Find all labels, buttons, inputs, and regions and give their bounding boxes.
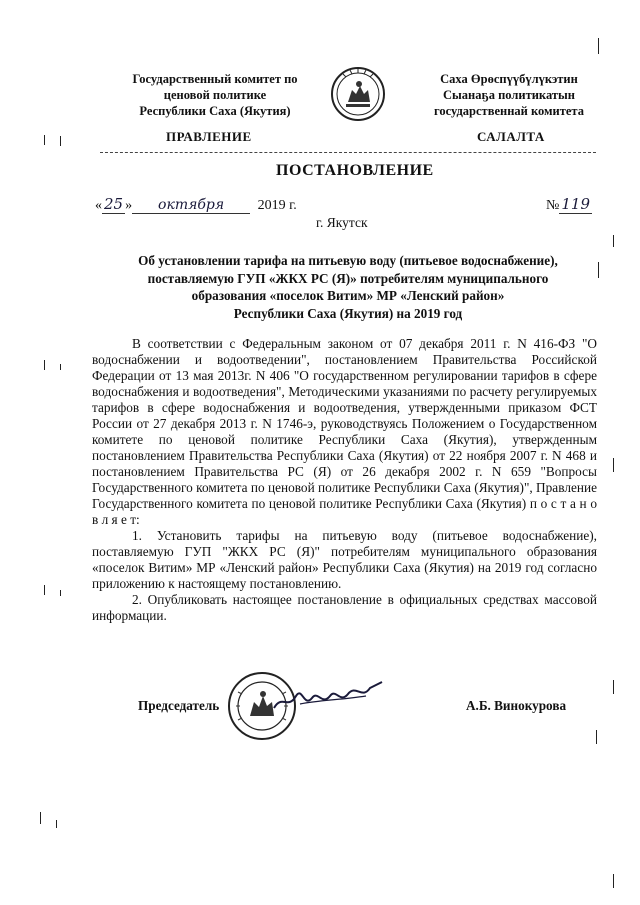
issuer-line-1: Государственный комитет по xyxy=(132,72,298,86)
scan-mark xyxy=(613,874,614,888)
header-divider xyxy=(100,152,596,153)
date-year: 2019 г. xyxy=(257,198,297,213)
subject-line-3: образования «поселок Витим» МР «Ленский район» xyxy=(191,288,505,303)
scan-mark xyxy=(596,730,597,744)
issuer-name-ru xyxy=(110,71,320,119)
number-value: 119 xyxy=(561,195,590,213)
handwritten-signature xyxy=(270,674,390,718)
document-subject xyxy=(100,252,596,322)
scan-mark xyxy=(613,680,614,694)
scan-mark xyxy=(60,364,61,370)
scan-mark xyxy=(613,458,614,472)
issuer-line-3: Республики Саха (Якутия) xyxy=(139,104,291,118)
document-number xyxy=(546,195,592,214)
section-board-ru: ПРАВЛЕНИЕ xyxy=(166,129,252,144)
signatory-title: Председатель xyxy=(138,698,220,713)
issuer-sakha-line-3: государственнай комитета xyxy=(434,104,584,118)
date-month: октября xyxy=(132,197,250,214)
coat-of-arms-emblem xyxy=(328,64,388,124)
scan-mark xyxy=(598,262,599,278)
signatory-name: А.Б. Винокурова xyxy=(466,698,567,713)
subject-line-2: поставляемую ГУП «ЖКХ РС (Я)» потребителям муниципального xyxy=(147,270,549,286)
number-prefix: № xyxy=(546,198,560,213)
scan-mark xyxy=(56,820,57,828)
body-intro-paragraph: В соответствии с Федеральным законом от 07 декабря 2011 г. N 416-ФЗ "О водоснабжении и водоотведении", постановлением Правительства Российской Федерации от 13 мая 2013г. N 406 "О государственном регулировании тарифов в сфере водоснабжения и водоотведения", Методическими указаниями по расчету регулируемых тарифов в сфере водоснабжения и водоотведения, утвержденными приказом ФСТ России от 27 декабря 2013 г. N 1746-э, руководствуясь Положением о Государственном комитете по ценовой политике Республики Саха (Якутия), утвержденным постановлением Правительства Республики Саха (Якутия) от 22 ноября 2007 г. N 468 и постановлением Правительства РС (Я) от 26 декабря 2002 г. N 659 "Вопросы Государственного комитета по ценовой политике Республики Саха (Якутия)", Правление Государственного комитета по ценовой политике Республики Саха (Якутия) п о с т а н о в л я е т: xyxy=(92,336,597,527)
section-board-sakha: САЛАЛТА xyxy=(477,129,545,144)
scan-mark xyxy=(44,360,45,370)
issuer-sakha-line-1: Саха Өрөспүүбүлүкэтин xyxy=(440,72,578,86)
document-date xyxy=(95,195,297,214)
subject-line-1: Об установлении тарифа на питьевую воду (питьевое водоснабжение), xyxy=(138,253,558,268)
scan-mark xyxy=(60,590,61,596)
issuer-name-sakha xyxy=(400,71,618,119)
document-type-title: ПОСТАНОВЛЕНИЕ xyxy=(276,162,434,179)
date-open-quote: « xyxy=(95,198,102,213)
scan-mark xyxy=(598,38,599,54)
issuer-line-2: ценовой политике xyxy=(163,88,267,102)
issuer-sakha-line-2: Сыанаҕа политикатын xyxy=(443,88,575,102)
subject-line-4: Республики Саха (Якутия) на 2019 год xyxy=(233,305,463,321)
scan-mark xyxy=(44,135,45,145)
date-close-quote: » xyxy=(125,198,133,213)
scan-mark xyxy=(613,235,614,247)
body-item-1: 1. Установить тарифы на питьевую воду (питьевое водоснабжение), поставляемую ГУП "ЖКХ РС (Я)" потребителям муниципального образования «поселок Витим» МР «Ленский район» Республики Саха (Якутия) на 2019 год согласно приложению к настоящему постановлению. xyxy=(92,528,597,591)
scan-mark xyxy=(60,136,61,146)
scan-mark xyxy=(40,812,41,824)
document-body xyxy=(92,336,597,624)
body-item-2: 2. Опубликовать настоящее постановление в официальных средствах массовой информации. xyxy=(92,592,597,623)
date-day: 25 xyxy=(104,195,124,213)
document-place: г. Якутск xyxy=(316,215,368,230)
scan-mark xyxy=(44,585,45,595)
